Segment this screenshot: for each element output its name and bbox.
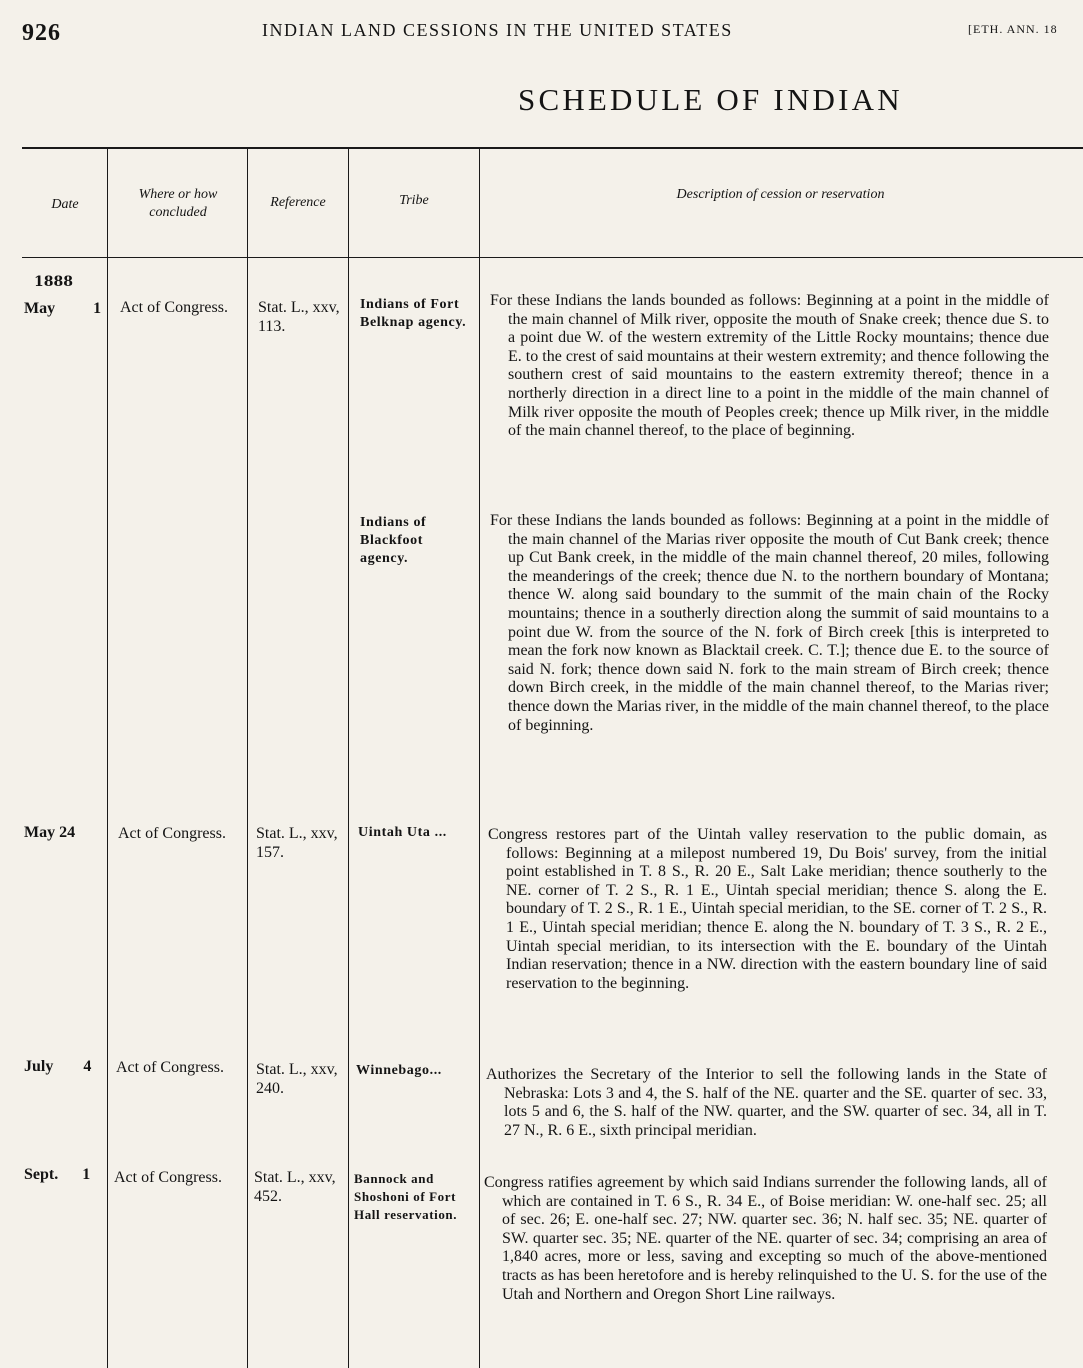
row-description: For these Indians the lands bounded as follows: Beginning at a point in the middle of the main channel of the Marias river opposite the mouth of Cut Bank creek; thence up Cut Bank creek, in the middle of the main channel thereof, 20 miles, following the meanderings of the creek; thence due N. to the northern boundary of Montana; thence W. along said boundary to the summit of the main chain of the Rocky mountains; thence in a southerly direction along the summit of said mountains to a point due W. from the source of the N. fork of Birch creek [this is interpreted to mean the fork now known as Blacktail creek. C. T.]; thence due E. to the source of said N. fork; thence down said N. fork to the main stream of Birch creek; thence down Birch creek, in the middle of the main channel thereof, to the Marias river; thence down the Marias river, in the middle of the main channel thereof, to the place of beginning. bbox=[490, 512, 1049, 734]
header-bottom-rule bbox=[22, 257, 1083, 258]
row-reference: Stat. L., xxv, 240. bbox=[256, 1061, 338, 1097]
running-title: INDIAN LAND CESSIONS IN THE UNITED STATES bbox=[262, 20, 733, 40]
row-tribe: Indians of Fort Belknap agency. bbox=[360, 297, 467, 330]
column-header-tribe: Tribe bbox=[399, 193, 429, 208]
row-tribe: Bannock and Shoshoni of Fort Hall reservation. bbox=[354, 1171, 458, 1222]
row-date: Sept. 1 bbox=[24, 1166, 91, 1183]
column-divider-1 bbox=[107, 149, 108, 1368]
column-header-where: Where or how concluded bbox=[138, 187, 218, 220]
column-header-reference: Reference bbox=[270, 195, 326, 210]
row-where: Act of Congress. bbox=[118, 825, 226, 842]
row-reference: Stat. L., xxv, 157. bbox=[256, 825, 338, 861]
row-description: Congress ratifies agreement by which said Indians surrender the following lands, all of which are contained in T. 6 S., R. 34 E., of Boise meridian: W. one-half sec. 25; all of sec. 26; E. one-half sec. 27; NW. quarter sec. 36; N. half sec. 35; NE. quarter of SW. quarter sec. 35; NE. quarter of the NE. quarter of sec. 34; comprising an area of 1,840 acres, more or less, saving and excepting so much of the above-mentioned tracts as has been heretofore and is hereby relinquished to the U. S. for the use of the Utah and Northern and Oregon Short Line railways. bbox=[484, 1174, 1047, 1303]
row-date: July 4 bbox=[24, 1058, 92, 1075]
year-label: 1888 bbox=[34, 274, 73, 290]
row-tribe: Winnebago... bbox=[356, 1063, 442, 1078]
row-where: Act of Congress. bbox=[116, 1059, 224, 1076]
row-date: May 24 bbox=[24, 824, 76, 841]
table-top-rule bbox=[22, 147, 1083, 149]
row-reference: Stat. L., xxv, 452. bbox=[254, 1169, 336, 1205]
schedule-title: SCHEDULE OF INDIAN bbox=[518, 82, 903, 117]
page-number: 926 bbox=[22, 20, 61, 46]
row-where: Act of Congress. bbox=[120, 299, 228, 316]
column-divider-2 bbox=[247, 149, 248, 1368]
row-description: Authorizes the Secretary of the Interior to sell the following lands in the State of Nebraska: Lots 3 and 4, the S. half of the NE. quarter and the SE. quarter of sec. 33, lots 5 and 6, the S. half of the NW. quarter, and the SW. quarter of sec. 34, all in T. 27 N., R. 6 E., sixth principal meridian. bbox=[486, 1066, 1047, 1139]
row-date: May 1 bbox=[24, 300, 102, 317]
row-tribe: Indians of Blackfoot agency. bbox=[360, 515, 427, 566]
running-annotation: [ETH. ANN. 18 bbox=[968, 22, 1058, 36]
row-reference: Stat. L., xxv, 113. bbox=[258, 299, 340, 335]
column-divider-3 bbox=[348, 149, 349, 1368]
row-where: Act of Congress. bbox=[114, 1169, 222, 1186]
row-tribe: Uintah Uta ... bbox=[358, 825, 447, 840]
column-divider-4 bbox=[479, 149, 480, 1368]
column-header-date: Date bbox=[51, 197, 79, 212]
row-description: Congress restores part of the Uintah valley reservation to the public domain, as follows: Beginning at a milepost numbered 19, Du Bois' survey, from the initial point established in T. 8 S., R. 20 E., Salt Lake meridian; thence southerly to the NE. corner of T. 2 S., R. 1 E., Uintah special meridian; thence S. along the E. boundary of T. 2 S., R. 1 E., Uintah special meridian, to the SE. corner of T. 2 S., R. 1 E., Uintah special meridian; thence E. along the N. boundary of T. 3 S., R. 2 E., Uintah special meridian, to its intersection with the E. boundary of the Uintah Indian reservation; thence in a NW. direction with the eastern boundary line of said reservation to the beginning. bbox=[488, 826, 1047, 992]
column-header-description: Description of cession or reservation bbox=[676, 187, 885, 202]
row-description: For these Indians the lands bounded as follows: Beginning at a point in the middle of the main channel of Milk river, opposite the mouth of Snake creek; thence due S. to a point due W. of the western extremity of the Little Rocky mountains; thence due E. to the crest of said mountains at their western extremity; and thence following the southern crest of said mountains to the eastern extremity thereof; thence in a northerly direction in a direct line to a point in the middle of the main channel of Milk river opposite the mouth of Peoples creek; thence up Milk river, in the middle of the main channel thereof, to the place of beginning. bbox=[490, 292, 1049, 440]
